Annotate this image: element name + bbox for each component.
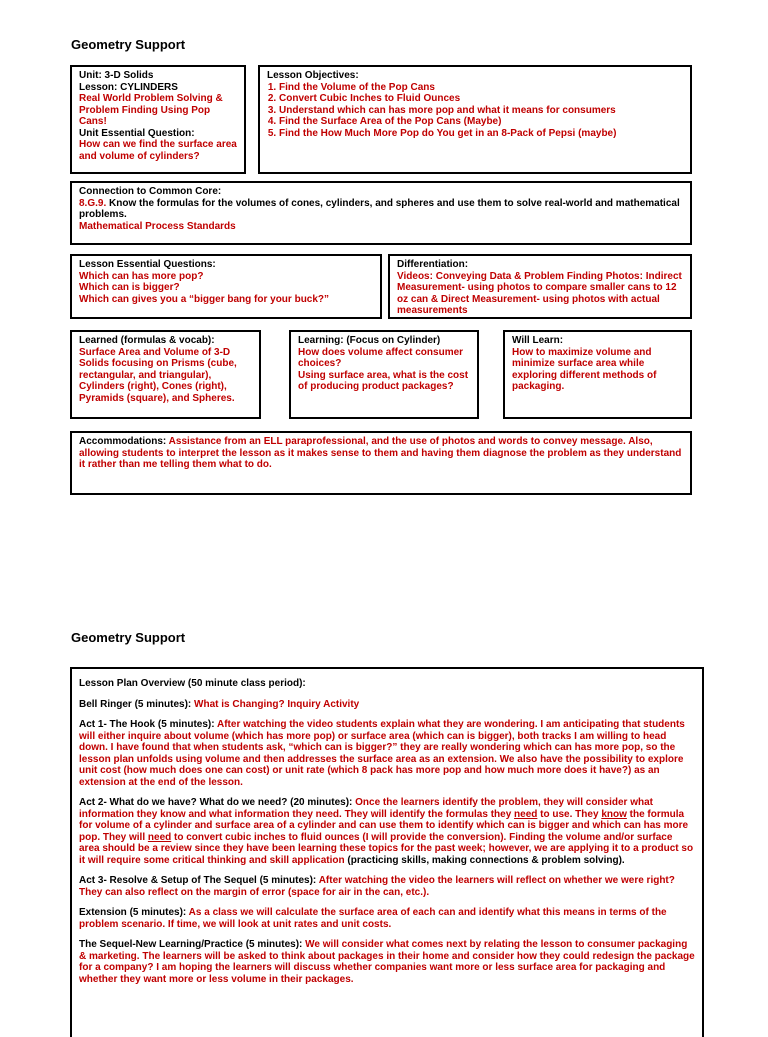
act-2-skills: (practicing skills, making connections & problem solving). — [347, 854, 625, 866]
objectives-label: Lesson Objectives: — [267, 70, 359, 81]
objective-item: 5. Find the How Much More Pop do You get in an 8-Pack of Pepsi (maybe) — [279, 128, 683, 140]
objectives-list — [267, 82, 683, 140]
act-2-need: need — [514, 808, 538, 820]
process-standards: Mathematical Process Standards — [79, 220, 236, 232]
learned-label: Learned (formulas & vocab): — [79, 335, 215, 346]
common-core-label: Connection to Common Core: — [79, 186, 222, 197]
act-2-text: to use. They — [540, 808, 599, 820]
common-core-text: Know the formulas for the volumes of cones, cylinders, and spheres and use them to solve real-world and mathematical problems. — [79, 197, 680, 220]
lesson-eq-label: Lesson Essential Questions: — [79, 259, 216, 270]
accommodations-text: Assistance from an ELL paraprofessional, and the use of photos and words to convey message. Also, allowing students to interpret the lesson as it makes sense to them and having them diagnose the problem as they understand it rather than me telling them what to do. — [79, 436, 682, 470]
act-2-need: need — [147, 831, 172, 843]
act-2-know: know — [601, 808, 627, 820]
lesson-eq-item: Which can is bigger? — [79, 282, 180, 293]
learning-box — [289, 330, 479, 419]
act-1-label: Act 1- The Hook (5 minutes): — [79, 719, 215, 730]
common-core-box — [70, 181, 692, 245]
objective-item: 1. Find the Volume of the Pop Cans — [279, 82, 683, 94]
page-title: Geometry Support — [71, 37, 186, 52]
extension-label: Extension (5 minutes): — [79, 907, 187, 918]
act-3-text: After watching the video the learners will reflect on whether we were right? They can also reflect on the margin of error (space for air in the can, etc.). — [79, 875, 675, 898]
unit-box — [70, 65, 246, 174]
plan-overview: Lesson Plan Overview (50 minute class period): — [79, 678, 306, 689]
differentiation-text: Videos: Conveying Data & Problem Finding Photos: Indirect Measurement- using photos to compare smaller cans to 12 oz can & Direct Measurement- using photos with actual measurements — [397, 270, 682, 316]
lesson-label: Lesson: CYLINDERS — [79, 81, 178, 93]
common-core-code: 8.G.9. — [79, 197, 107, 209]
lesson-eq-item: Which can gives you a “bigger bang for your buck?” — [79, 293, 330, 305]
act-2-label: Act 2- What do we have? What do we need? (20 minutes): — [79, 797, 353, 808]
act-2-text: the formula for volume of a cylinder and surface area of a cylinder and can use them to identify which can is bigger and which can has more pop. They will — [79, 808, 689, 843]
accommodations-box — [70, 431, 692, 495]
act-3 — [79, 875, 695, 898]
sequel-label: The Sequel-New Learning/Practice (5 minutes): — [79, 939, 303, 950]
act-2-text: Once the learners identify the problem, they will consider what information they know and what information they need. They will identify the formulas they — [79, 797, 653, 820]
unit-label: Unit: 3-D Solids — [79, 70, 154, 81]
act-1-text: After watching the video students explain what they are wondering. I am anticipating that students will either inquire about volume (which has more pop) or surface area (which can is bigger), both tracks I am willing to head down. I have found that when students ask, “which can is bigger?” they are really wondering which can has more pop, so the lesson plan unfolds using volume and then addresses the surface area as an extension. We also have the possibility to explore unit cost (how much does one can cost) or unit rate (which 8 pack has more pop and how much more does it have?) as an extension at the end of the lesson. — [79, 719, 685, 788]
sequel — [79, 939, 695, 985]
page-title-2: Geometry Support — [71, 630, 186, 645]
objective-item: 3. Understand which can has more pop and what it means for consumers — [279, 105, 683, 117]
lesson-eq-item: Which can has more pop? — [79, 270, 204, 282]
differentiation-label: Differentiation: — [397, 259, 469, 270]
learning-label: Learning: (Focus on Cylinder) — [298, 335, 441, 346]
lesson-plan-box — [70, 667, 704, 1037]
unit-essential-label: Unit Essential Question: — [79, 127, 195, 139]
will-learn-label: Will Learn: — [512, 335, 564, 346]
extension-text: As a class we will calculate the surface area of each can and identify what this means in terms of the problem scenario. If time, we will look at unit rates and unit costs. — [79, 907, 667, 930]
objective-item: 4. Find the Surface Area of the Pop Cans (Maybe) — [279, 116, 683, 128]
act-3-label: Act 3- Resolve & Setup of The Sequel (5 minutes): — [79, 875, 317, 886]
unit-essential-question: How can we find the surface area and volume of cylinders? — [79, 139, 237, 162]
objective-item: 2. Convert Cubic Inches to Fluid Ounces — [279, 93, 683, 105]
bell-ringer-text: What is Changing? Inquiry Activity — [194, 698, 360, 710]
sequel-text: We will consider what comes next by relating the lesson to consumer packaging & marketing. The learners will be asked to think about packages in their home and consider how they could redesign the package for a company? I am hoping the learners will discuss whether companies want more or less surface area for packaging and whether they want more or less volume in their packages. — [79, 939, 695, 985]
accommodations-label: Accommodations: — [79, 436, 167, 447]
objectives-box — [258, 65, 692, 174]
lesson-description: Real World Problem Solving & Problem Finding Using Pop Cans! — [79, 93, 223, 127]
learned-text: Surface Area and Volume of 3-D Solids focusing on Prisms (cube, rectangular, and triangular), Cylinders (right), Cones (right), Pyramids (square), and Spheres. — [79, 346, 237, 404]
will-learn-box — [503, 330, 692, 419]
bell-ringer-label: Bell Ringer (5 minutes): — [79, 698, 192, 710]
act-2 — [79, 797, 695, 866]
bell-ringer — [79, 699, 695, 711]
extension — [79, 907, 695, 930]
act-2-text: to convert cubic inches to fluid ounces (I will provide the conversion). Finding the volume and/or surface area should be a review since they have been learning these topics for the past week; however, we are applying it to a product so it will require some critical thinking and skill application — [79, 831, 694, 866]
lesson-essential-questions-box — [70, 254, 382, 319]
will-learn-text: How to maximize volume and minimize surface area while exploring different methods of packaging. — [512, 346, 657, 392]
learned-box — [70, 330, 261, 419]
learning-text-2: Using surface area, what is the cost of producing product packages? — [298, 369, 469, 392]
learning-text-1: How does volume affect consumer choices? — [298, 346, 464, 369]
act-1 — [79, 719, 695, 788]
differentiation-box — [388, 254, 692, 319]
